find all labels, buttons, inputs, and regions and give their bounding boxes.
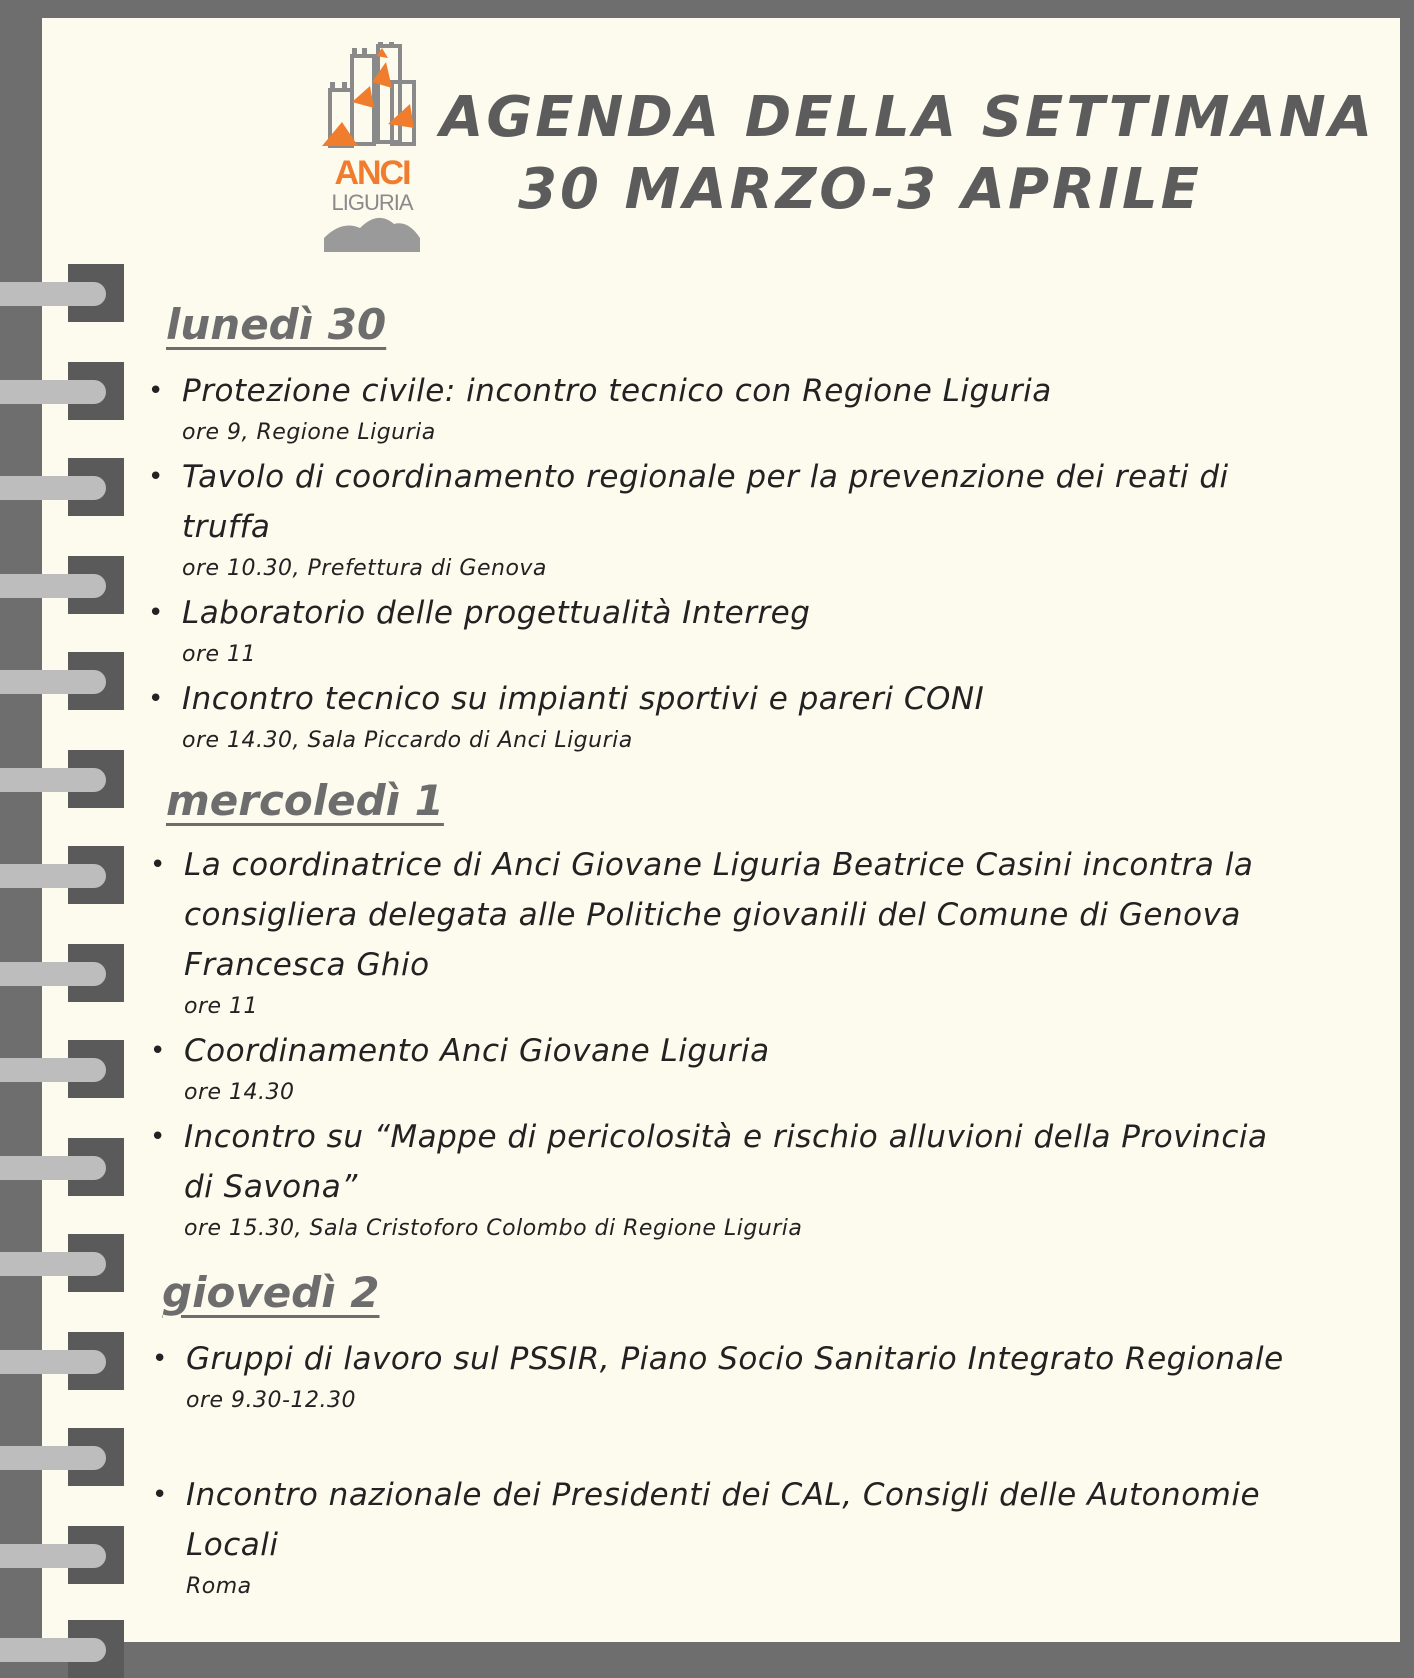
binding-ring (0, 458, 124, 516)
event-details: ore 14.30, Sala Piccardo di Anci Liguria (182, 728, 633, 753)
day-heading: mercoledì 1 (166, 776, 444, 825)
event-details: ore 15.30, Sala Cristoforo Colombo di Regione Liguria (184, 1216, 803, 1241)
binding-ring (0, 362, 124, 420)
event-title: • Laboratorio delle progettualità Interreg (182, 588, 1302, 638)
event-details: ore 10.30, Prefettura di Genova (182, 556, 547, 581)
title-line-2: 30 MARZO-3 APRILE (518, 157, 1202, 222)
event-title: • Coordinamento Anci Giovane Liguria (184, 1026, 1304, 1076)
day-heading: lunedì 30 (166, 300, 387, 349)
event-title: • Gruppi di lavoro sul PSSIR, Piano Socio Sanitario Integrato Regionale (186, 1334, 1306, 1384)
binding-ring (0, 1332, 124, 1390)
binding-ring (0, 1526, 124, 1584)
agenda-event (184, 1026, 1304, 1108)
event-title: • Protezione civile: incontro tecnico con Regione Liguria (182, 366, 1302, 416)
binding-ring (0, 1040, 124, 1098)
logo-text-anci: ANCI (334, 154, 410, 192)
binding-ring (0, 944, 124, 1002)
agenda-event (182, 366, 1302, 448)
agenda-event (186, 1334, 1306, 1416)
event-details: Roma (186, 1574, 252, 1599)
event-details: ore 11 (184, 994, 259, 1019)
agenda-event (182, 452, 1302, 584)
agenda-event (182, 588, 1302, 670)
event-title: • Tavolo di coordinamento regionale per la prevenzione dei reati di truffa (182, 452, 1302, 552)
binding-ring (0, 556, 124, 614)
logo-text-liguria: LIGURIA (331, 190, 413, 215)
binding-ring (0, 1428, 124, 1486)
anci-liguria-logo (322, 42, 422, 262)
agenda-event (182, 674, 1302, 756)
event-title: • Incontro su “Mappe di pericolosità e rischio alluvioni della Provincia di Savona” (184, 1112, 1304, 1212)
event-details: ore 9, Regione Liguria (182, 420, 436, 445)
event-title: • La coordinatrice di Anci Giovane Liguria Beatrice Casini incontra la consigliera delegata alle Politiche giovanili del Comune di Genova Francesca Ghio (184, 840, 1304, 990)
event-details: ore 9.30-12.30 (186, 1388, 356, 1413)
binding-ring (0, 652, 124, 710)
page-title (440, 82, 1376, 226)
title-line-1: AGENDA DELLA SETTIMANA (440, 85, 1376, 150)
binding-ring (0, 846, 124, 904)
binding-ring (0, 264, 124, 322)
binding-ring (0, 1138, 124, 1196)
event-details: ore 11 (182, 642, 257, 667)
agenda-event (184, 1112, 1304, 1244)
binding-ring (0, 1234, 124, 1292)
day-heading: giovedì 2 (162, 1268, 380, 1317)
binding-ring (0, 1620, 124, 1678)
agenda-event (184, 840, 1304, 1022)
event-title: • Incontro tecnico su impianti sportivi e pareri CONI (182, 674, 1302, 724)
agenda-event (186, 1470, 1306, 1602)
binding-ring (0, 750, 124, 808)
event-details: ore 14.30 (184, 1080, 295, 1105)
event-title: • Incontro nazionale dei Presidenti dei CAL, Consigli delle Autonomie Locali (186, 1470, 1306, 1570)
